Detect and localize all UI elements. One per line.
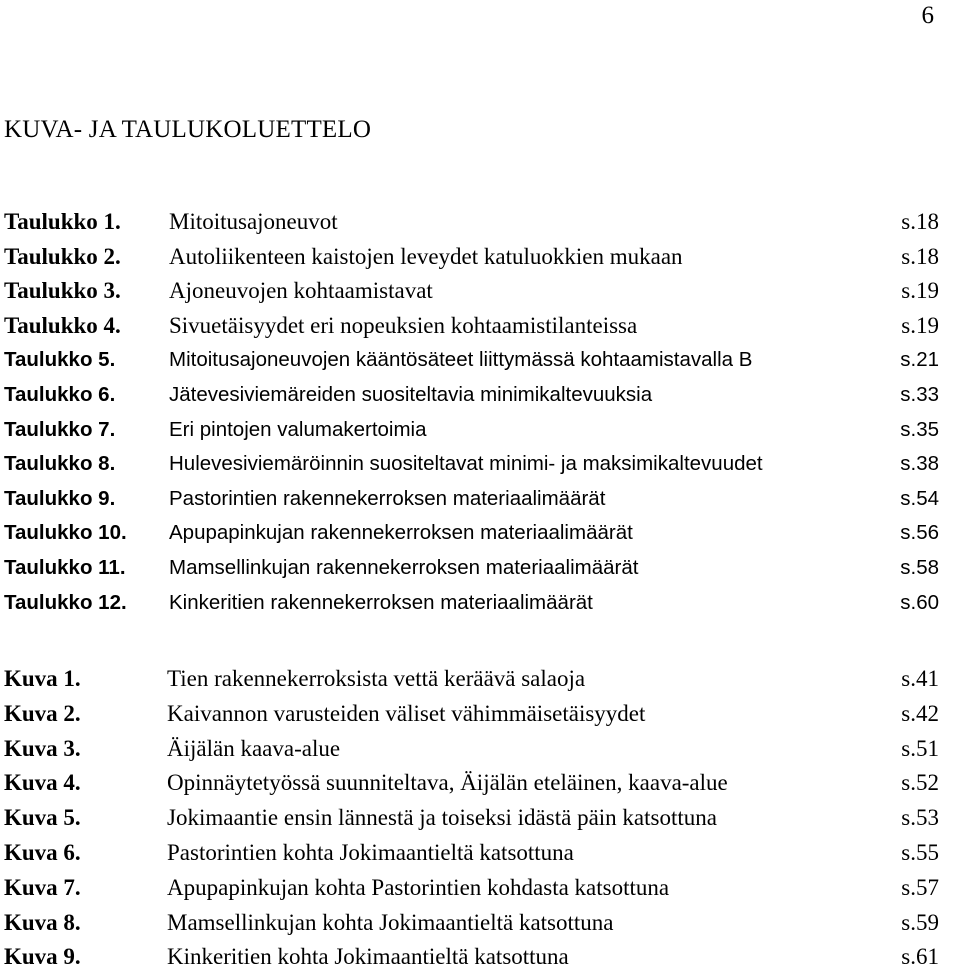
table-entry: [4, 586, 939, 621]
figure-entry-label: Kuva 1.: [4, 666, 81, 691]
table-entry-page: s.18: [901, 209, 939, 234]
figure-entry-label: Kuva 9.: [4, 944, 81, 970]
table-entry-label: Taulukko 3.: [4, 278, 121, 304]
table-entry-title: Mitoitusajoneuvojen kääntösäteet liittymässä kohtaamistavalla B: [169, 348, 753, 372]
table-entry: [4, 482, 939, 517]
figure-entry-title: Apupapinkujan kohta Pastorintien kohdasta katsottuna: [167, 874, 670, 900]
figure-entry-page: s.61: [901, 944, 939, 970]
table-entry: [4, 240, 939, 275]
figure-entry-title: Äijälän kaava-alue: [167, 735, 341, 761]
figure-entry-label: Kuva 4.: [4, 770, 81, 796]
figure-entry-page: s.52: [901, 770, 939, 796]
table-entry-title: Jätevesiviemäreiden suositeltavia minimikaltevuuksia: [169, 382, 653, 406]
figure-entry-label: Kuva 3.: [4, 735, 81, 761]
table-entry-label: Taulukko 4.: [4, 312, 121, 338]
table-entry: [4, 413, 939, 448]
table-entry-page: s.58: [900, 555, 939, 579]
table-entry-page: s.33: [900, 382, 939, 406]
table-entry-label: Taulukko 10.: [4, 521, 127, 545]
table-entry-title: Apupapinkujan rakennekerroksen materiaalimäärät: [169, 521, 633, 545]
table-entry-label: Taulukko 12.: [4, 590, 127, 614]
figure-entry-page: s.51: [901, 735, 939, 761]
table-entry-label: Taulukko 6.: [4, 382, 116, 406]
table-entry-page: s.19: [901, 278, 939, 304]
figure-entry-label: Kuva 2.: [4, 700, 81, 726]
figure-entry-title: Kaivannon varusteiden väliset vähimmäisetäisyydet: [167, 700, 646, 726]
table-entry-label: Taulukko 8.: [4, 452, 116, 476]
table-entry: [4, 309, 939, 344]
table-entry: [4, 551, 939, 586]
figure-entry-label: Kuva 5.: [4, 805, 81, 831]
table-entry: [4, 274, 939, 309]
table-entry-page: s.56: [900, 521, 939, 545]
table-entry-title: Mamsellinkujan rakennekerroksen materiaalimäärät: [169, 555, 639, 579]
table-entry-label: Taulukko 11.: [4, 555, 126, 579]
table-entry-title: Ajoneuvojen kohtaamistavat: [169, 278, 433, 304]
table-entry-page: s.18: [901, 243, 939, 269]
table-entry-title: Sivuetäisyydet eri nopeuksien kohtaamistilanteissa: [169, 312, 638, 338]
figure-entry-title: Jokimaantie ensin lännestä ja toiseksi idästä päin katsottuna: [167, 805, 717, 831]
table-entry-label: Taulukko 9.: [4, 486, 116, 510]
table-entry: [4, 516, 939, 551]
figure-entry-page: s.57: [901, 874, 939, 900]
figure-entry: [4, 871, 939, 906]
table-entry-page: s.54: [900, 486, 939, 510]
table-entry-label: Taulukko 7.: [4, 417, 116, 441]
table-entry-page: s.21: [900, 348, 939, 372]
table-entry: [4, 343, 939, 378]
page-number: 6: [921, 2, 934, 29]
figure-entry: [4, 766, 939, 801]
list-heading: KUVA- JA TAULUKOLUETTELO: [4, 116, 372, 143]
table-entry-title: Kinkeritien rakennekerroksen materiaalimäärät: [169, 590, 593, 614]
figure-entry-page: s.59: [901, 909, 939, 935]
table-entry-label: Taulukko 2.: [4, 243, 121, 269]
table-entry-title: Hulevesiviemäröinnin suositeltavat minimi- ja maksimikaltevuudet: [169, 452, 763, 476]
figure-entry-title: Opinnäytetyössä suunniteltava, Äijälän eteläinen, kaava-alue: [167, 770, 728, 796]
figure-entry-page: s.55: [901, 839, 939, 865]
table-entry-page: s.38: [900, 452, 939, 476]
figure-entry-title: Pastorintien kohta Jokimaantieltä katsottuna: [167, 839, 574, 865]
figure-entry: [4, 940, 939, 975]
table-entry-label: Taulukko 1.: [4, 209, 121, 234]
figure-entry: [4, 662, 939, 697]
table-entry-title: Pastorintien rakennekerroksen materiaalimäärät: [169, 486, 606, 510]
table-entry-page: s.35: [900, 417, 939, 441]
figure-list: [4, 662, 939, 975]
table-entry-label: Taulukko 5.: [4, 348, 116, 372]
figure-entry-label: Kuva 8.: [4, 909, 81, 935]
table-list: [4, 205, 939, 620]
table-entry: [4, 205, 939, 240]
figure-entry: [4, 801, 939, 836]
figure-entry-page: s.41: [901, 666, 939, 691]
figure-entry-label: Kuva 6.: [4, 839, 81, 865]
table-entry-title: Autoliikenteen kaistojen leveydet katuluokkien mukaan: [169, 243, 683, 269]
table-entry: [4, 378, 939, 413]
figure-entry-title: Mamsellinkujan kohta Jokimaantieltä katsottuna: [167, 909, 614, 935]
figure-entry: [4, 836, 939, 871]
table-entry: [4, 447, 939, 482]
figure-entry: [4, 697, 939, 732]
figure-entry-page: s.42: [901, 700, 939, 726]
table-entry-page: s.60: [900, 590, 939, 614]
figure-entry: [4, 732, 939, 767]
figure-entry: [4, 906, 939, 941]
figure-entry-title: Tien rakennekerroksista vettä keräävä salaoja: [167, 666, 586, 691]
table-entry-title: Mitoitusajoneuvot: [169, 209, 338, 234]
figure-entry-page: s.53: [901, 805, 939, 831]
figure-entry-label: Kuva 7.: [4, 874, 81, 900]
figure-entry-title: Kinkeritien kohta Jokimaantieltä katsottuna: [167, 944, 569, 970]
table-entry-page: s.19: [901, 312, 939, 338]
table-entry-title: Eri pintojen valumakertoimia: [169, 417, 427, 441]
